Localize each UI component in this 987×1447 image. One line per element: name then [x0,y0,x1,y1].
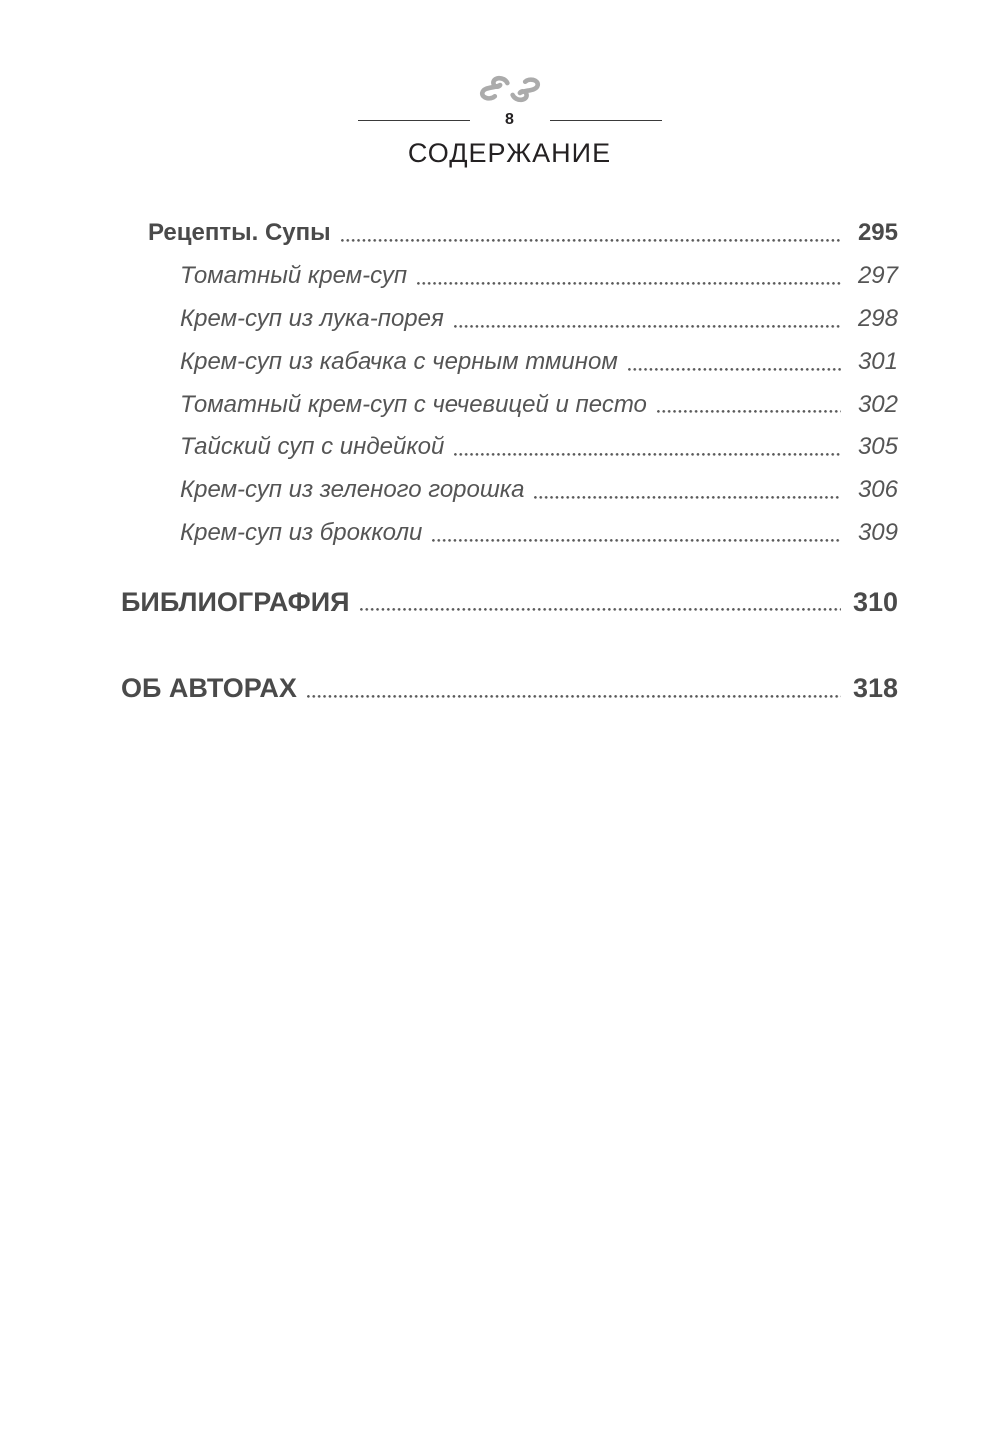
toc-entry-tomato-cream-soup[interactable] [180,262,898,291]
toc-entry-label: БИБЛИОГРАФИЯ [121,586,350,617]
toc-entry-page: 309 [857,518,898,546]
dot-leader [307,695,841,698]
dot-leader [432,539,841,542]
toc-entry-label: Крем-суп из кабачка с черным тмином [180,347,618,375]
toc-entry-label: Томатный крем-суп с чечевицей и песто [180,390,647,418]
toc-entry-bibliography[interactable] [121,586,898,618]
toc-entry-page: 301 [857,347,898,375]
toc-entry-page: 302 [857,390,898,418]
toc-entry-page: 310 [852,586,898,617]
toc-entry-label: Тайский суп с индейкой [180,433,445,461]
table-of-contents [121,219,898,704]
dot-leader [628,368,841,371]
toc-entry-label: Крем-суп из лука-порея [180,304,444,332]
running-head [121,66,898,169]
page-title: СОДЕРЖАНИЕ [407,138,612,168]
toc-entry-label: Крем-суп из зеленого горошка [180,476,525,504]
fleuron-ornament-icon [477,66,543,112]
text-column [0,0,987,705]
toc-entry-tomato-lentil-pesto-soup[interactable] [180,391,898,420]
toc-entry-label: ОБ АВТОРАХ [121,673,297,704]
toc-entry-recipes-soups[interactable] [148,219,898,248]
toc-entry-label: Томатный крем-суп [180,262,408,290]
toc-entry-page: 295 [857,219,898,247]
dot-leader [360,608,841,611]
page-number-row [121,112,898,128]
dot-leader [454,453,841,456]
toc-entry-broccoli-cream-soup[interactable] [180,519,898,548]
toc-entry-label: Крем-суп из брокколи [180,518,423,546]
header-rule-right [550,120,662,121]
toc-entry-green-pea-cream-soup[interactable] [180,476,898,505]
header-rule-left [358,120,470,121]
toc-entry-page: 318 [852,673,898,704]
toc-entry-zucchini-cream-soup[interactable] [180,348,898,377]
toc-entry-page: 298 [857,304,898,332]
toc-entry-about-authors[interactable] [121,672,898,704]
toc-entry-page: 297 [857,262,898,290]
toc-entry-thai-turkey-soup[interactable] [180,433,898,462]
toc-entry-page: 305 [857,433,898,461]
toc-entry-label: Рецепты. Супы [148,219,331,247]
toc-entry-leek-cream-soup[interactable] [180,305,898,334]
toc-entry-page: 306 [857,476,898,504]
dot-leader [341,239,841,242]
dot-leader [454,325,841,328]
dot-leader [657,410,841,413]
dot-leader [417,282,841,285]
page-number: 8 [505,111,514,128]
dot-leader [534,496,841,499]
